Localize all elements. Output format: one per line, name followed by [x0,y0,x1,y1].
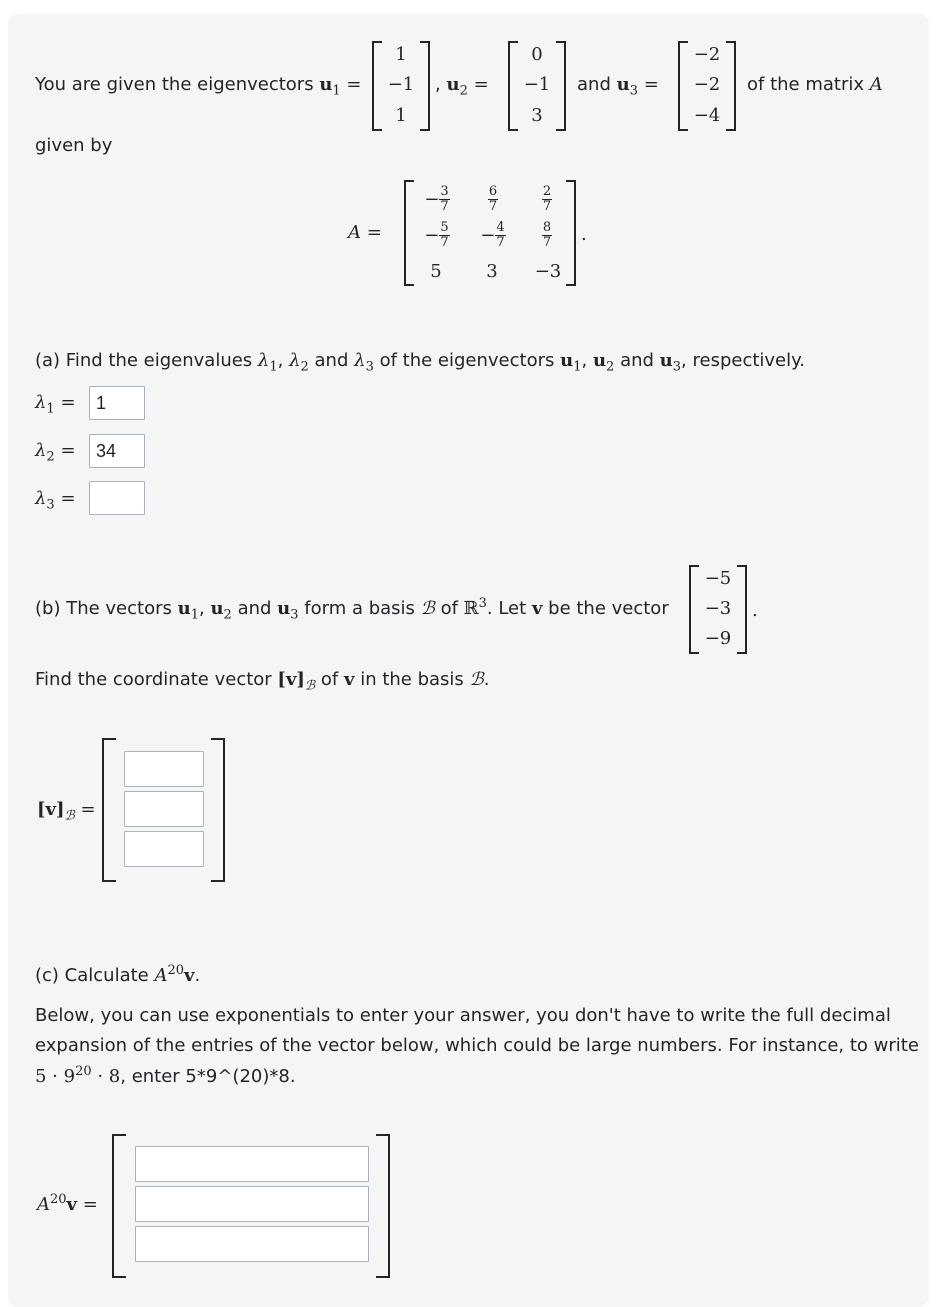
lambda2-input[interactable] [89,434,145,468]
v-entry: −9 [704,628,732,649]
matrix-a-entry: 5 [430,261,442,282]
let-text: . Let [486,598,527,619]
u3-label [577,72,659,98]
u2-entry: 3 [531,105,543,126]
u2-symbol: u [446,74,460,95]
right-bracket [376,1134,390,1278]
given-by-text: given by [35,135,113,156]
equals-sign: = [60,488,76,509]
left-bracket [112,1134,126,1278]
lambda1-label [35,390,76,416]
a20v-answer-label [37,1192,98,1218]
lambda-symbol: λ [35,488,47,509]
u3-subscript: 3 [629,83,638,99]
coord-input-1[interactable] [124,751,204,787]
equals-sign: = [80,799,96,820]
u1-entry: 1 [395,105,407,126]
matrix-symbol-a: A [869,74,883,95]
v-entry: −5 [704,568,732,589]
numerator: 8 [542,219,552,235]
denominator: 7 [440,198,449,214]
u1-entry: 1 [395,44,407,65]
part-a-prefix: (a) Find the eigenvalues [35,350,253,371]
subscript: 1 [573,359,582,375]
equals-sign: = [366,222,382,243]
lambda-symbol: λ [35,392,47,413]
numerator: 2 [542,183,552,199]
lambda3-input[interactable] [89,481,145,515]
u1-symbol: u [560,350,574,371]
equals-sign: = [82,1194,98,1215]
u1-symbol: u [319,74,333,95]
fraction [495,221,505,250]
superscript: 3 [478,596,487,611]
left-bracket [508,41,518,131]
intro-text [35,72,362,98]
a20v-input-3[interactable] [135,1226,369,1262]
u3-vector [678,41,736,131]
equals-sign: = [346,74,362,95]
fraction [488,185,498,214]
equals-sign: = [60,440,76,461]
basis-symbol: ℬ [469,669,484,690]
of-text: of [320,669,339,690]
find-prefix: Find the coordinate vector [35,669,272,690]
lambda-symbol: λ [289,350,301,371]
lambda-symbol: λ [35,440,47,461]
subscript: 1 [269,359,278,375]
u2-entry: −1 [523,74,551,95]
fraction [439,185,449,214]
u1-subscript: 1 [332,83,341,99]
fraction [542,185,552,214]
find-coordinate-text [35,667,489,693]
lambda-symbol: λ [257,350,270,371]
comma: , [435,74,441,95]
respectively-text: , respectively. [681,350,805,371]
sign: − [424,224,440,246]
u2-label [435,72,489,98]
superscript: 20 [167,963,185,978]
comma: , [277,350,284,371]
part-b-prefix: (b) The vectors [35,598,172,619]
of-text: of [440,598,458,619]
be-vector-text: be the vector [548,598,669,619]
period: . [581,224,587,245]
of-matrix-text [747,72,883,98]
subscript: 2 [223,607,232,623]
a-symbol: A [154,965,168,986]
subscript: 1 [46,401,55,417]
a20v-input-2[interactable] [135,1186,369,1222]
part-c-prefix: (c) Calculate [35,965,149,986]
and-text: and [314,350,349,371]
right-bracket [726,41,736,131]
lambda3-label [35,486,76,512]
part-a-question [35,348,805,374]
matrix-a-entry: −3 [534,261,562,282]
right-bracket [556,41,566,131]
subscript: 3 [46,497,55,513]
u2-symbol: u [210,598,224,619]
and-text: and [620,350,654,371]
subscript: 3 [290,607,299,623]
period: . [194,965,201,986]
coord-answer-label [37,797,96,823]
right-bracket [211,738,225,882]
u3-symbol: u [659,350,673,371]
u1-vector [372,41,430,131]
u2-symbol: u [592,350,607,371]
equals-sign: = [473,74,489,95]
matrix-a-entry [464,218,522,252]
denominator: 7 [542,198,552,214]
a-symbol: A [37,1194,50,1215]
u3-symbol: u [616,74,630,95]
sign: − [424,188,440,210]
intro-lead: You are given the eigenvectors [35,74,314,95]
v-symbol: v [343,669,355,690]
fraction [439,221,449,250]
matrix-a-entry [522,218,572,252]
left-bracket [678,41,688,131]
instructions-line-1: Below, you can use exponentials to enter your answer, you don't have to write the full decimal [35,1005,891,1026]
u1-symbol: u [177,598,191,619]
example-math: 5 · 9 [35,1066,76,1087]
v-vector [689,565,747,654]
u3-entry: −2 [693,44,721,65]
matrix-a-entry [412,218,462,252]
subscript: 2 [606,359,615,375]
lambda-symbol: λ [354,350,366,371]
coord-input-2[interactable] [124,791,204,827]
fraction [542,221,552,250]
superscript: 20 [75,1064,92,1079]
coord-input-3[interactable] [124,831,204,867]
matrix-a-label [348,220,382,246]
instructions-line-3 [35,1064,296,1090]
u3-symbol: u [277,598,291,619]
matrix-a-entry [412,182,462,216]
period: . [483,669,490,690]
denominator: 7 [488,198,498,214]
lambda1-input[interactable] [89,386,145,420]
u2-entry: 0 [531,44,543,65]
superscript: 20 [50,1192,67,1207]
subscript: ℬ [64,808,75,824]
u3-entry: −2 [693,74,721,95]
u3-entry: −4 [693,105,721,126]
comma: , [198,598,205,619]
left-bracket [102,738,116,882]
example-text: , enter 5*9^(20)*8. [120,1066,296,1087]
u1-entry: −1 [387,74,415,95]
a20v-input-1[interactable] [135,1146,369,1182]
comma: , [581,350,588,371]
right-bracket [420,41,430,131]
example-math-tail: · 8 [91,1066,121,1087]
numerator: 3 [440,183,449,199]
coordinate-vector-symbol: [v] [37,799,65,820]
subscript: 3 [365,359,374,375]
u2-vector [508,41,566,131]
numerator: 5 [440,219,449,235]
equals-sign: = [60,392,76,413]
matrix-a-entry: 3 [486,261,498,282]
subscript: 2 [46,449,55,465]
sign: − [480,224,496,246]
matrix-a [404,180,576,286]
subscript: 2 [300,359,309,375]
u2-subscript: 2 [459,83,468,99]
form-basis-text: form a basis [304,598,415,619]
denominator: 7 [542,234,552,250]
coordinate-vector-symbol: [v] [277,669,305,690]
left-bracket [372,41,382,131]
part-b-question [35,596,669,622]
numerator: 4 [496,219,505,235]
and-text: and [237,598,272,619]
and-text: and [577,74,611,95]
lambda2-label [35,438,76,464]
v-entry: −3 [704,598,732,619]
instructions-line-2: expansion of the entries of the vector below, which could be large numbers. For instance, to write [35,1035,919,1056]
subscript: 1 [190,607,199,623]
denominator: 7 [496,234,505,250]
in-basis-text: in the basis [360,669,464,690]
of-the-matrix: of the matrix [747,74,865,95]
a-symbol: A [348,222,361,243]
of-eigenvectors-text: of the eigenvectors [379,350,555,371]
real-space-symbol: ℝ [463,598,479,619]
matrix-a-entry [468,182,518,216]
matrix-a-entry [522,182,572,216]
subscript: 3 [672,359,682,375]
part-c-question [35,963,200,989]
v-symbol: v [184,965,195,986]
period: . [752,600,758,621]
equals-sign: = [643,74,659,95]
numerator: 6 [488,183,498,199]
subscript: ℬ [304,678,316,694]
v-symbol: v [66,1194,78,1215]
denominator: 7 [440,234,449,250]
basis-symbol: ℬ [420,598,435,619]
v-symbol: v [531,598,543,619]
